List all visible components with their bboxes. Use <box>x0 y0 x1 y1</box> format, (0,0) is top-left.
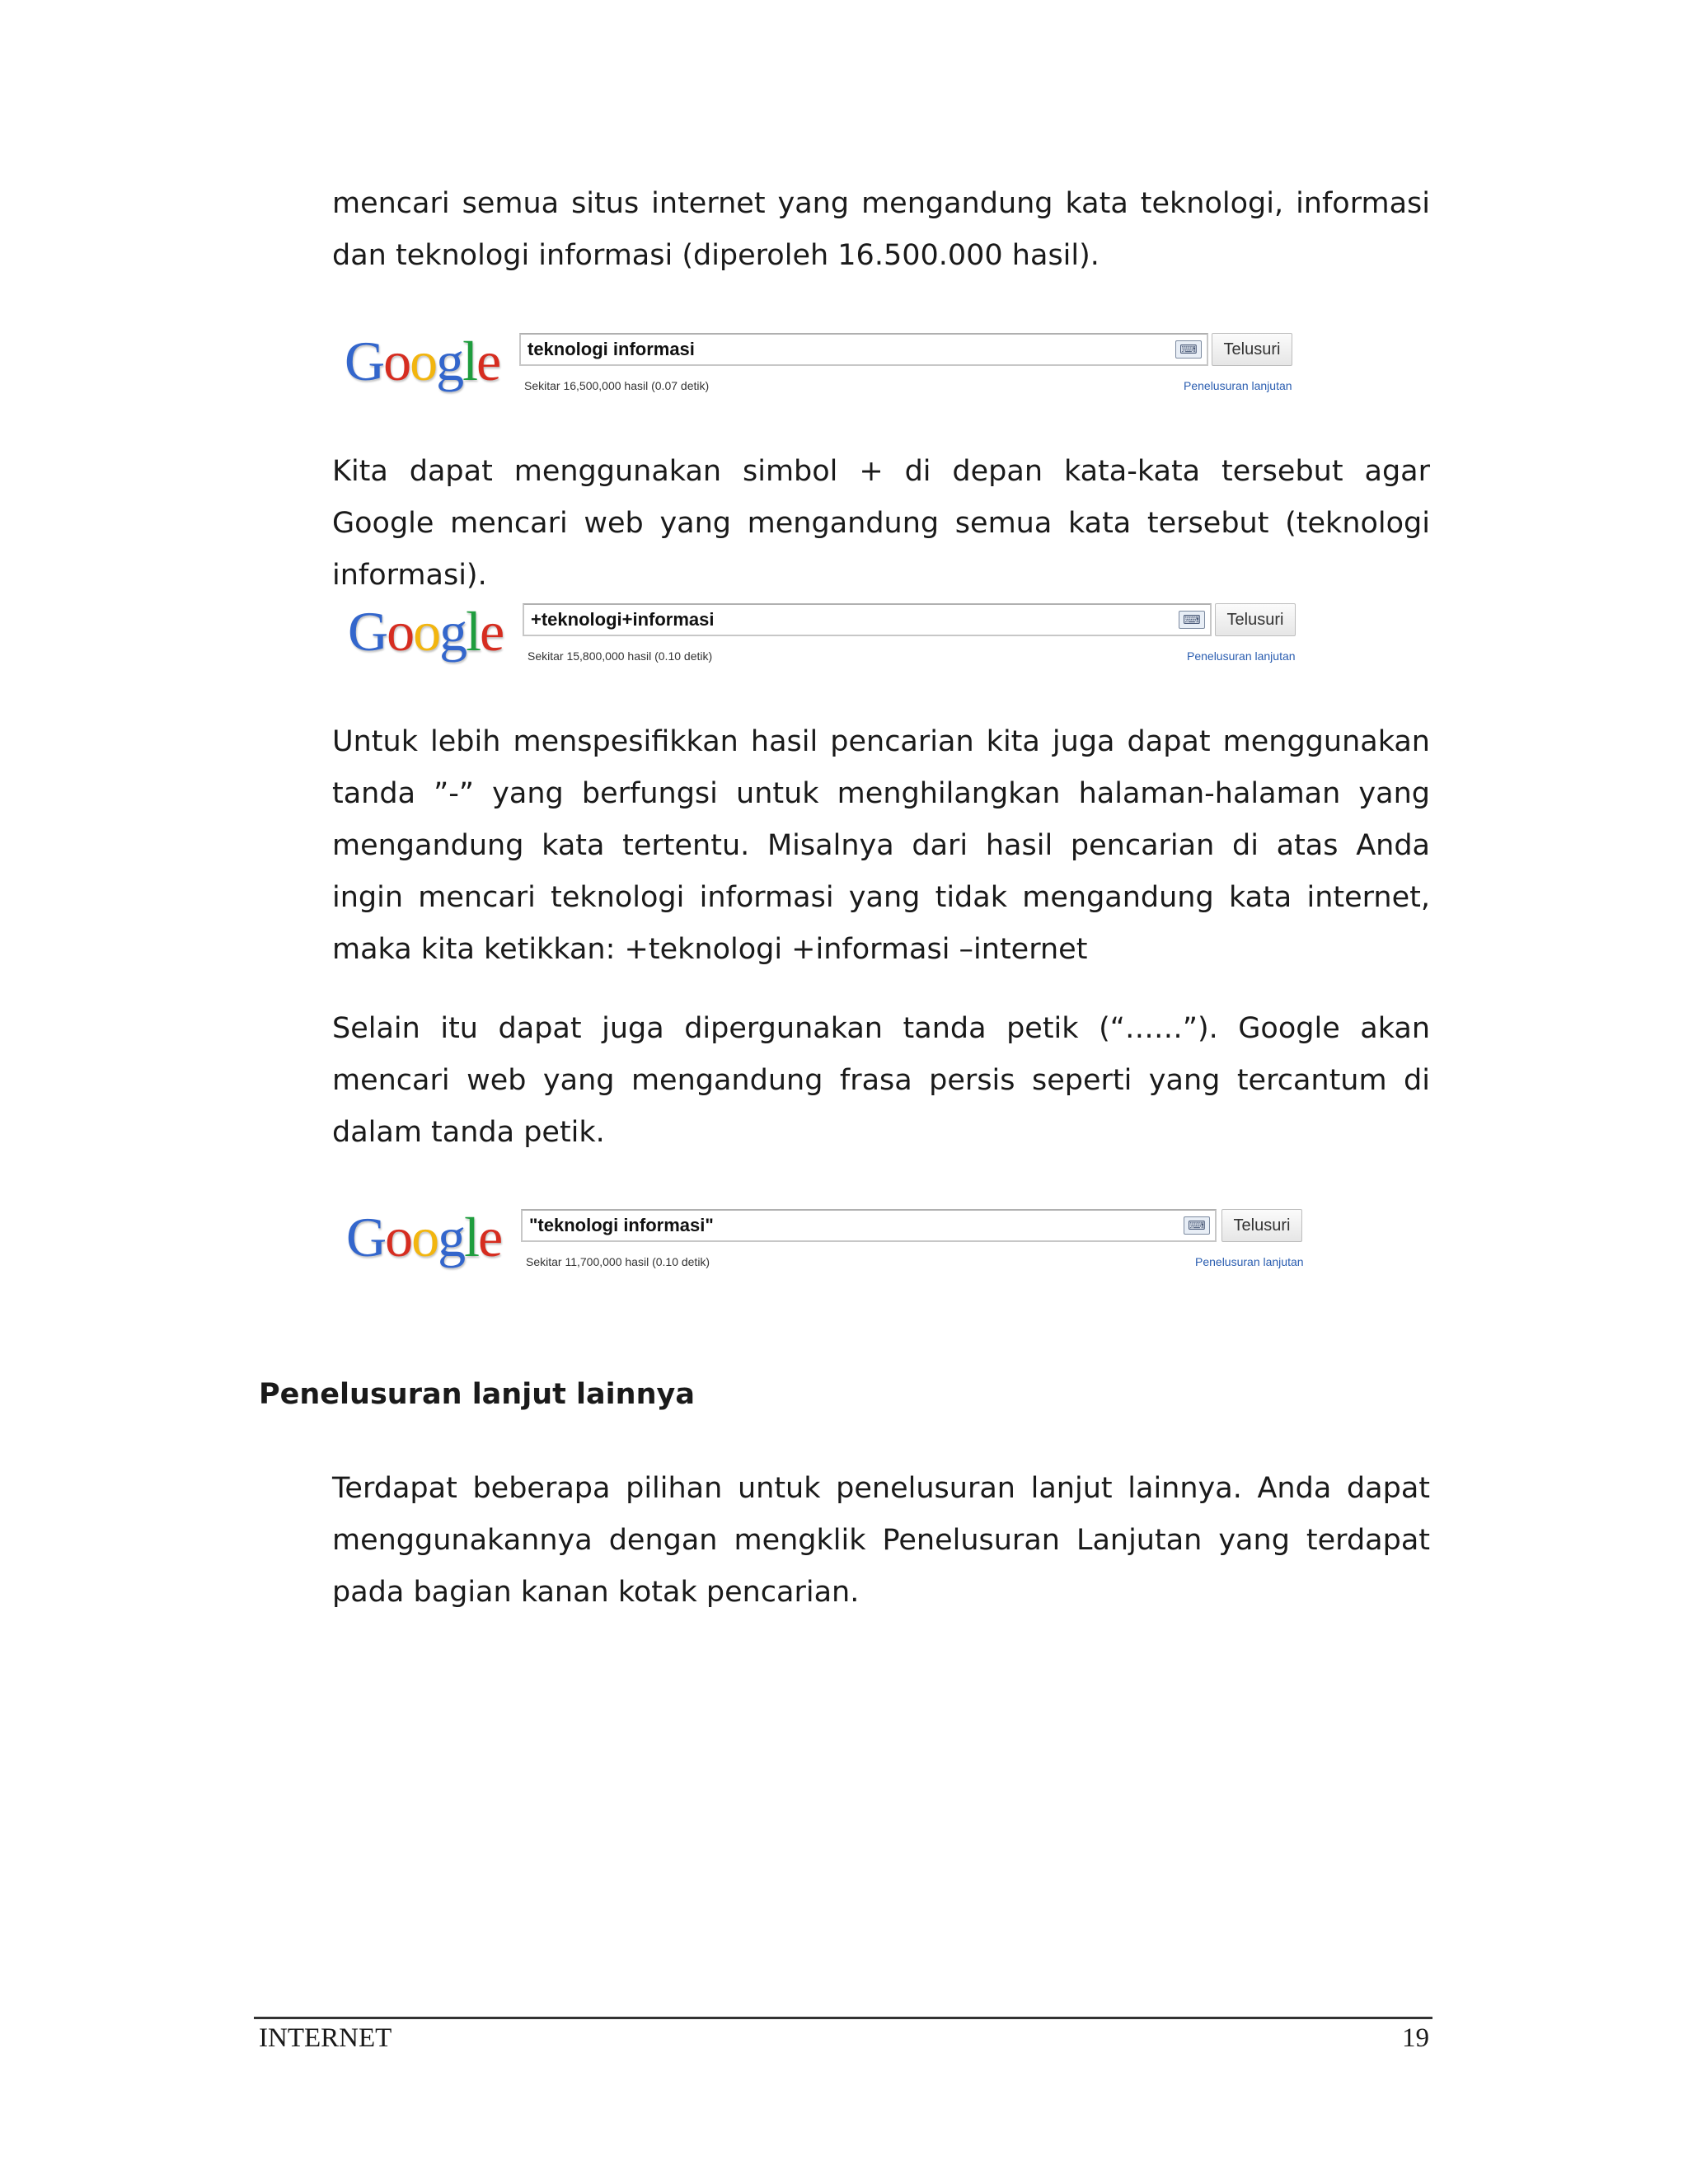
logo-letter: o <box>413 600 440 663</box>
logo-letter: e <box>478 1206 502 1268</box>
logo-letter: o <box>385 1206 412 1268</box>
paragraph-2: Kita dapat menggunakan simbol + di depan kata-kata tersebut agar Google mencari web yang mengandung semua kata tersebut (teknologi informasi). <box>332 455 1430 592</box>
keyboard-icon[interactable]: ⌨ <box>1179 611 1205 629</box>
search-input[interactable] <box>519 333 1208 366</box>
paragraph-4: Selain itu dapat juga dipergunakan tanda petik (“……”). Google akan mencari web yang mengandung frasa persis seperti yang tercantum di dalam tanda petik. <box>332 1012 1430 1149</box>
logo-letter: G <box>346 1206 386 1268</box>
result-stats: Sekitar 16,500,000 hasil (0.07 detik) <box>524 379 710 392</box>
logo-letter: o <box>387 600 414 663</box>
logo-letter: o <box>411 1206 438 1268</box>
logo-letter: o <box>410 330 437 392</box>
google-logo <box>346 1206 502 1268</box>
logo-letter: g <box>438 1206 465 1268</box>
logo-letter: G <box>348 600 387 663</box>
google-logo <box>345 330 500 392</box>
search-query: teknologi informasi <box>528 339 695 359</box>
advanced-search-link[interactable]: Penelusuran lanjutan <box>1195 1255 1304 1268</box>
advanced-search-link[interactable]: Penelusuran lanjutan <box>1184 379 1292 392</box>
google-logo <box>348 600 504 663</box>
result-stats: Sekitar 15,800,000 hasil (0.10 detik) <box>528 649 713 663</box>
footer-title: INTERNET <box>259 2023 392 2053</box>
logo-letter: e <box>476 330 500 392</box>
logo-letter: g <box>439 600 467 663</box>
google-search-screenshot-3 <box>346 1206 1312 1291</box>
search-query: "teknologi informasi" <box>529 1215 714 1235</box>
google-search-screenshot-2 <box>348 600 1304 686</box>
keyboard-icon[interactable]: ⌨ <box>1184 1216 1210 1235</box>
search-button[interactable]: Telusuri <box>1212 333 1292 366</box>
paragraph-1: mencari semua situs internet yang mengandung kata teknologi, informasi dan teknologi informasi (diperoleh 16.500.000 hasil). <box>332 187 1430 272</box>
section-heading: Penelusuran lanjut lainnya <box>259 1378 695 1411</box>
search-button[interactable]: Telusuri <box>1221 1209 1302 1242</box>
result-stats: Sekitar 11,700,000 hasil (0.10 detik) <box>526 1255 710 1268</box>
search-input[interactable] <box>523 603 1212 636</box>
logo-letter: o <box>383 330 410 392</box>
search-input[interactable] <box>521 1209 1217 1242</box>
logo-letter: l <box>462 330 477 392</box>
logo-letter: G <box>345 330 384 392</box>
search-button[interactable]: Telusuri <box>1215 603 1296 636</box>
logo-letter: g <box>436 330 463 392</box>
logo-letter: l <box>466 600 481 663</box>
paragraph-3: Untuk lebih menspesifikkan hasil pencarian kita juga dapat menggunakan tanda ”-” yang berfungsi untuk menghilangkan halaman-halaman yang mengandung kata tertentu. Misalnya dari hasil pencarian di atas Anda ingin mencari teknologi informasi yang tidak mengandung kata internet, maka kita ketikkan: +teknologi +informasi –internet <box>332 725 1430 966</box>
search-query: +teknologi+informasi <box>531 609 715 630</box>
logo-letter: e <box>480 600 504 663</box>
google-search-screenshot-1 <box>345 330 1301 415</box>
keyboard-icon[interactable]: ⌨ <box>1175 340 1202 359</box>
advanced-search-link[interactable]: Penelusuran lanjutan <box>1187 649 1296 663</box>
logo-letter: l <box>464 1206 479 1268</box>
paragraph-5: Terdapat beberapa pilihan untuk penelusuran lanjut lainnya. Anda dapat menggunakannya dengan mengklik Penelusuran Lanjutan yang terdapat pada bagian kanan kotak pencarian. <box>332 1472 1430 1609</box>
footer-divider <box>254 2017 1432 2019</box>
page-number: 19 <box>1402 2023 1429 2053</box>
